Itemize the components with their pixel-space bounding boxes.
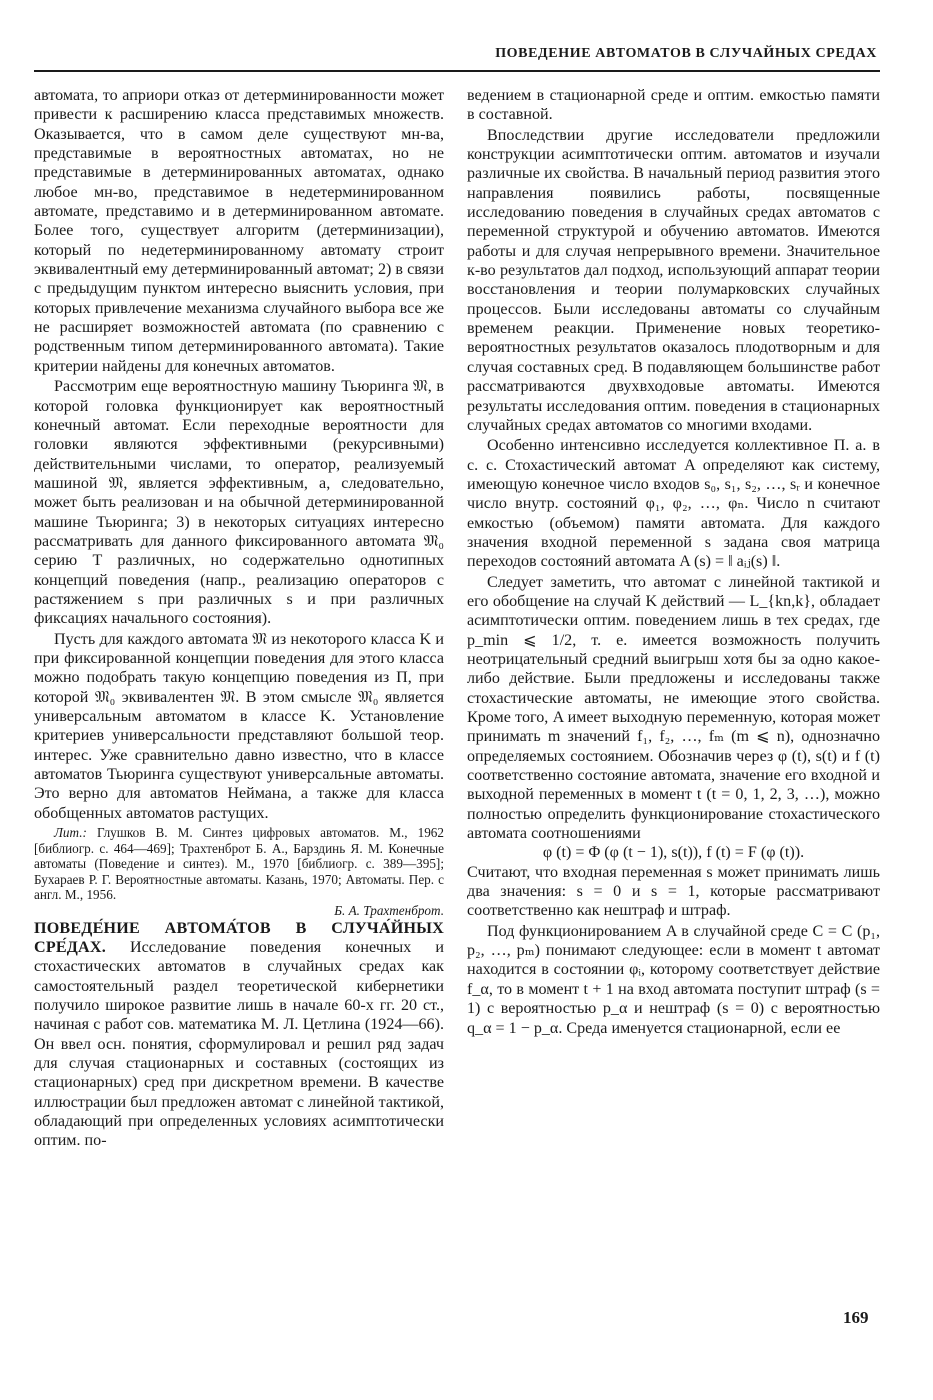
paragraph: Впоследствии другие исследователи предложили конструкции асимптотически оптим. автоматов и изучали различные их свойства. В начальный период развития этого направления появились работы, посвященные исследованию поведения в случайных средах автоматов с переменной структурой и обучению автоматов. Имеются работы и для случая непрерывного времени. Значительное к-во результатов дал подход, использующий аппарат теории восстановления и теории полумарковских случайных процессов. Были исследованы автоматы со случайным временем реакции. Применение новых теоретико-вероятностных результатов оказалось плодотворным и для случая составных сред. В подавляющем большинстве работ рассматриваются двухвходовые автоматы. Имеются результаты исследования оптим. поведения в стационарных случайных средах автоматов со многими входами. <box>467 126 880 434</box>
paragraph: Рассмотрим еще вероятностную машину Тьюринга 𝔐, в которой головка функционирует как вероятностный конечный автомат. Если переходные вероятности для головки являются эффективными (рекурсивными) действительными числами, то оператор, реализуемый машиной 𝔐, является эффективным, а, следовательно, может быть реализован и на обычной детерминированной машине Тьюринга; 3) в некоторых ситуациях интересно рассматривать для данного фиксированного автомата 𝔐₀ серию T различных, но содержательно однотипных концепций поведения (напр., реализацию операторов с растяжением s при различных s и при различных фиксациях начального состояния). <box>34 378 444 628</box>
paragraph: Считают, что входная переменная s может принимать лишь два значения: s = 0 и s = 1, которые рассматривают соответственно как нештраф и штраф. <box>467 863 880 920</box>
literature-label: Лит.: <box>54 825 87 841</box>
header-rule <box>34 70 880 72</box>
running-head: ПОВЕДЕНИЕ АВТОМАТОВ В СЛУЧАЙНЫХ СРЕДАХ <box>495 46 877 61</box>
paragraph: автомата, то априори отказ от детерминированности может привести к расширению класса представимых множеств. Оказывается, что в самом деле существуют мн-ва, представимые в вероятностных автоматах, но не представимые в детерминированных автоматах, однако любое мн-во, представимое в недетерминированном автомате, представимо и в детерминированном автомате. Более того, существует алгоритм (детерминизации), который по недетерминированному автомату строит эквивалентный ему детерминированный автомат; 2) в связи с предыдущим пунктом интересно выяснить условия, при которых привлечение механизма случайного выбора все же не расширяет возможностей автомата (по сравнению с родственным типом детерминированного автомата). Такие критерии найдены для конечных автоматов. <box>34 87 444 375</box>
paragraph: Пусть для каждого автомата 𝔐 из некоторого класса K и при фиксированной концепции поведения для этого класса можно подобрать такую концепцию поведения из Π, при которой 𝔐₀ эквивалентен 𝔐. В этом смысле 𝔐₀ является универсальным автоматом в классе K. Установление критериев универсальности представляют большой теор. интерес. Уже сравнительно давно известно, что в классе автоматов Тьюринга существуют универсальные автоматы. Это верно для автоматов Неймана, а также для класса обобщенных автоматов растущих. <box>34 630 444 822</box>
literature-text: Глушков В. М. Синтез цифровых автоматов. М., 1962 [библиогр. с. 464—469]; Трахтенброт Б. А., Барздинь Я. М. Конечные автоматы (Поведение и синтез). М., 1970 [библиогр. с. 389—395]; Бухараев Р. Г. Вероятностные автоматы. Казань, 1970; Автоматы. Пер. с англ. М., 1956. <box>34 825 444 903</box>
article-start <box>34 919 444 1151</box>
literature-block <box>34 825 444 919</box>
paragraph: Под функционированием A в случайной среде C = C (p₁, p₂, …, pₘ) понимают следующее: если в момент t автомат находится в состоянии φᵢ, которому соответствует действие f_α, то в момент t + 1 на вход автомата поступит штраф (s = 1) с вероятностью p_α и нештраф (s = 0) с вероятностью q_α = 1 − p_α. Среда именуется стационарной, если ее <box>467 922 880 1037</box>
article-text: Исследование поведения конечных и стохастических автоматов в случайных средах как самостоятельный раздел теоретической кибернетики получило широкое развитие лишь в начале 60-х гг. 20 ст., начиная с работ сов. математика М. Л. Цетлина (1924—66). Он ввел осн. понятия, сформулировал и решил ряд задач для случая стационарных и составных (состоящих из стационарных) сред при дискретном времени. В качестве иллюстрации был предложен автомат с линейной тактикой, обладающий при определенных условиях асимптотически оптим. по- <box>34 938 444 1150</box>
paragraph: ведением в стационарной среде и оптим. емкостью памяти в составной. <box>467 87 880 124</box>
left-column <box>34 86 444 1151</box>
formula: φ (t) = Φ (φ (t − 1), s(t)), f (t) = F (φ (t)). <box>542 844 805 862</box>
paragraph: Особенно интенсивно исследуется коллективное П. а. в с. с. Стохастический автомат A определяют как систему, имеющую конечное число входов s₀, s₁, s₂, …, sᵣ и конечное число внутр. состояний φ₁, φ₂, …, φₙ. Число n считают емкостью (объемом) памяти автомата. Для каждого значения входной переменной s задана своя матрица переходов состояний автомата A (s) = ‖ aᵢⱼ(s) ‖. <box>467 437 880 571</box>
author-signature: Б. А. Трахтенброт. <box>334 903 444 919</box>
right-column <box>467 86 880 1038</box>
paragraph: Следует заметить, что автомат с линейной тактикой и его обобщение на случай K действий — L_{kn,k}, обладает асимптотически оптим. поведением лишь в тех средах, где p_min ⩽ 1/2, т. е. имеется возможность получить неотрицательный средний выигрыш хотя бы за одно какое-либо действие. Были предложены и исследованы также стохастические автоматы, не имеющие этого свойства. Кроме того, A имеет выходную переменную, которая может принимать m значений f₁, f₂, …, fₘ (m ⩽ n), однозначно определяемых состоянием. Обозначив через φ (t), s(t) и f (t) соответственно состояние автомата, значение его входной и выходной переменных в момент t (t = 0, 1, 2, 3, …), можно полностью определить функционирование стохастического автомата соотношениями <box>467 573 880 843</box>
article-headword: ПОВЕДЕ́НИЕ АВТОМА́ТОВ В СЛУЧА́ЙНЫХ СРЕ́ДАХ. <box>34 919 444 956</box>
page-number: 169 <box>843 1308 869 1327</box>
